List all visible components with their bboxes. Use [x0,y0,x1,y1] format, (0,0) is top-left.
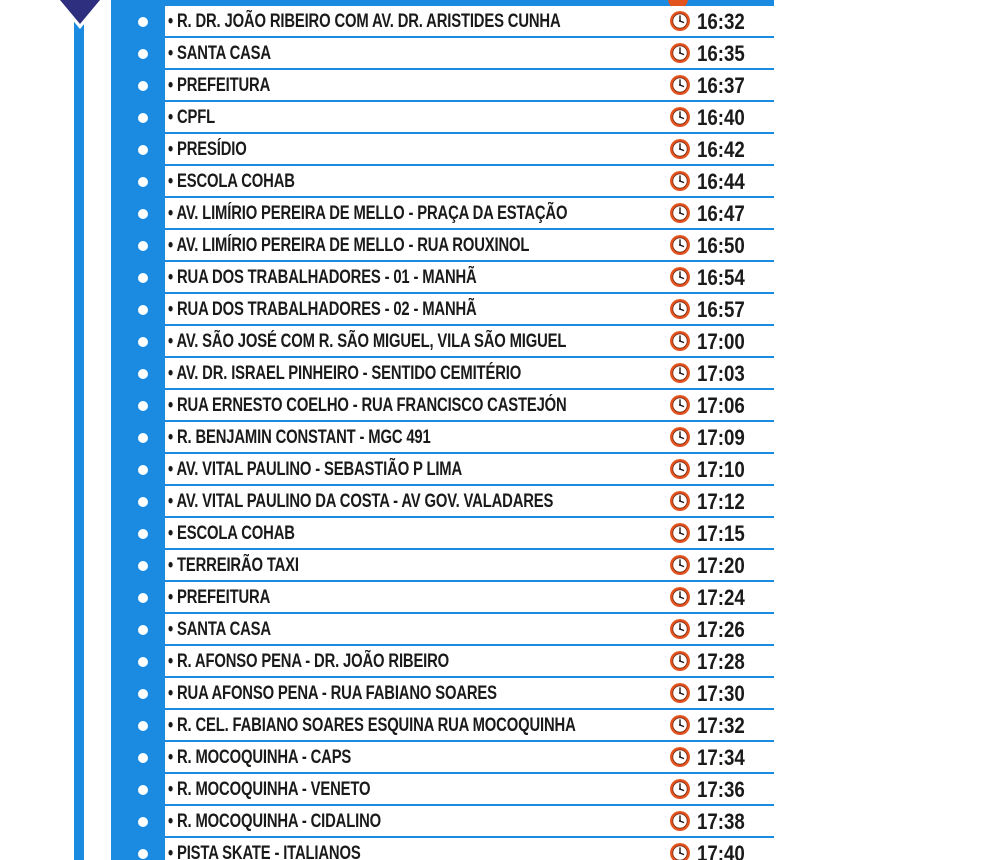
bullet-cell [111,614,165,646]
departure-time: 17:12 [697,489,745,514]
clock-icon [669,490,691,512]
stop-name: • RUA DOS TRABALHADORES - 02 - MANHÃ [168,299,477,320]
stop-name: • R. MOCOQUINHA - CAPS [168,747,352,768]
bullet-cell [111,486,165,518]
stop-name: • RUA ERNESTO COELHO - RUA FRANCISCO CASTEJÓN [168,395,567,416]
stop-name: • CPFL [168,107,216,128]
schedule-row [111,166,774,198]
bullet-dot [138,369,148,379]
schedule-row [111,646,774,678]
schedule-row [111,262,774,294]
schedule-row [111,678,774,710]
clock-icon [669,394,691,416]
stop-cell [165,774,774,804]
clock-icon [669,714,691,736]
stop-cell [165,518,774,548]
route-marker-triangle [60,0,100,24]
stop-name: • PRESÍDIO [168,139,247,160]
bullet-dot [138,721,148,731]
bullet-dot [138,209,148,219]
stop-name: • PREFEITURA [168,587,271,608]
clock-icon [669,362,691,384]
stop-name: • R. AFONSO PENA - DR. JOÃO RIBEIRO [168,651,450,672]
stop-cell [165,614,774,644]
stop-name: • SANTA CASA [168,43,271,64]
bullet-cell [111,38,165,70]
bullet-cell [111,6,165,38]
schedule-row [111,710,774,742]
clock-icon [669,170,691,192]
bullet-dot [138,849,148,859]
stop-cell [165,742,774,772]
clock-icon [669,74,691,96]
bullet-dot [138,817,148,827]
bullet-cell [111,326,165,358]
departure-time: 16:35 [697,41,745,66]
stop-name: • PREFEITURA [168,75,271,96]
schedule-row [111,294,774,326]
clock-icon [669,330,691,352]
bullet-cell [111,550,165,582]
bullet-dot [138,241,148,251]
departure-time: 17:09 [697,425,745,450]
schedule-row [111,6,774,38]
bullet-dot [138,401,148,411]
stop-cell [165,678,774,708]
bullet-cell [111,230,165,262]
bullet-cell [111,518,165,550]
departure-time: 17:40 [697,841,745,860]
bullet-cell [111,646,165,678]
departure-time: 16:42 [697,137,745,162]
bullet-cell [111,358,165,390]
bullet-cell [111,390,165,422]
clock-icon [669,554,691,576]
clock-icon [669,778,691,800]
bullet-dot [138,785,148,795]
bullet-dot [138,145,148,155]
stop-cell [165,646,774,676]
schedule-row [111,230,774,262]
bullet-dot [138,273,148,283]
bullet-dot [138,753,148,763]
stop-name: • AV. SÃO JOSÉ COM R. SÃO MIGUEL, VILA SÃO MIGUEL [168,331,567,352]
stop-cell [165,262,774,292]
stop-name: • R. MOCOQUINHA - CIDALINO [168,811,382,832]
departure-time: 16:44 [697,169,745,194]
bullet-dot [138,305,148,315]
bullet-cell [111,166,165,198]
departure-time: 16:54 [697,265,745,290]
schedule-row [111,326,774,358]
clock-icon [669,842,691,860]
schedule-row [111,614,774,646]
schedule-row [111,38,774,70]
stop-name: • ESCOLA COHAB [168,523,295,544]
schedule-row [111,774,774,806]
schedule-row [111,454,774,486]
bullet-cell [111,710,165,742]
clock-icon [669,810,691,832]
clock-icon [669,586,691,608]
clock-icon [669,426,691,448]
stop-cell [165,838,774,860]
stop-cell [165,70,774,100]
stop-cell [165,326,774,356]
schedule-rows [111,6,774,860]
departure-time: 16:37 [697,73,745,98]
departure-time: 17:00 [697,329,745,354]
schedule-row [111,422,774,454]
stop-cell [165,166,774,196]
bullet-cell [111,262,165,294]
bullet-cell [111,582,165,614]
schedule-row [111,198,774,230]
departure-time: 17:30 [697,681,745,706]
bullet-cell [111,742,165,774]
departure-time: 16:40 [697,105,745,130]
bullet-dot [138,433,148,443]
departure-time: 17:03 [697,361,745,386]
schedule-row [111,806,774,838]
clock-icon [669,522,691,544]
bullet-dot [138,529,148,539]
departure-time: 16:32 [697,9,745,34]
stop-cell [165,134,774,164]
stop-name: • PISTA SKATE - ITALIANOS [168,843,361,860]
stop-name: • ESCOLA COHAB [168,171,295,192]
stop-cell [165,454,774,484]
clock-icon [669,458,691,480]
bullet-cell [111,678,165,710]
bullet-cell [111,838,165,860]
clock-icon [669,202,691,224]
stop-name: • RUA DOS TRABALHADORES - 01 - MANHÃ [168,267,477,288]
stop-cell [165,550,774,580]
departure-time: 17:15 [697,521,745,546]
schedule-row [111,838,774,860]
clock-icon [669,746,691,768]
stop-name: • AV. VITAL PAULINO - SEBASTIÃO P LIMA [168,459,463,480]
stop-name: • R. CEL. FABIANO SOARES ESQUINA RUA MOCOQUINHA [168,715,576,736]
schedule-row [111,390,774,422]
clock-icon [669,42,691,64]
clock-icon [669,106,691,128]
schedule-row [111,102,774,134]
bullet-cell [111,70,165,102]
bullet-cell [111,454,165,486]
stop-cell [165,6,774,36]
schedule-row [111,550,774,582]
bullet-dot [138,17,148,27]
bullet-dot [138,49,148,59]
clock-icon [669,234,691,256]
schedule-row [111,70,774,102]
stop-cell [165,422,774,452]
clock-icon [669,650,691,672]
departure-time: 17:38 [697,809,745,834]
stop-name: • R. BENJAMIN CONSTANT - MGC 491 [168,427,431,448]
bullet-cell [111,422,165,454]
bullet-dot [138,465,148,475]
bullet-cell [111,134,165,166]
stop-cell [165,358,774,388]
departure-time: 17:32 [697,713,745,738]
departure-time: 16:47 [697,201,745,226]
bullet-cell [111,774,165,806]
stop-name: • AV. VITAL PAULINO DA COSTA - AV GOV. VALADARES [168,491,554,512]
clock-icon [669,266,691,288]
bullet-dot [138,497,148,507]
clock-icon [669,10,691,32]
clock-icon [669,682,691,704]
clock-icon [669,138,691,160]
stop-cell [165,294,774,324]
schedule-row [111,518,774,550]
stop-name: • AV. DR. ISRAEL PINHEIRO - SENTIDO CEMITÉRIO [168,363,522,384]
departure-time: 17:24 [697,585,745,610]
schedule-row [111,358,774,390]
stop-cell [165,230,774,260]
departure-time: 17:28 [697,649,745,674]
bullet-dot [138,337,148,347]
bullet-dot [138,81,148,91]
departure-time: 17:36 [697,777,745,802]
departure-time: 17:10 [697,457,745,482]
bullet-dot [138,177,148,187]
clock-icon [669,618,691,640]
stop-name: • AV. LIMÍRIO PEREIRA DE MELLO - PRAÇA DA ESTAÇÃO [168,203,568,224]
bullet-dot [138,593,148,603]
stop-cell [165,806,774,836]
stop-cell [165,582,774,612]
schedule-row [111,582,774,614]
bullet-cell [111,102,165,134]
bullet-cell [111,294,165,326]
departure-time: 17:34 [697,745,745,770]
schedule-row [111,486,774,518]
stop-cell [165,38,774,68]
bullet-cell [111,806,165,838]
stop-name: • SANTA CASA [168,619,271,640]
bullet-dot [138,561,148,571]
bullet-cell [111,198,165,230]
departure-time: 17:26 [697,617,745,642]
stop-cell [165,198,774,228]
bullet-dot [138,657,148,667]
clock-icon [669,298,691,320]
stop-name: • R. MOCOQUINHA - VENETO [168,779,371,800]
bullet-dot [138,625,148,635]
route-line [74,0,84,860]
departure-time: 16:50 [697,233,745,258]
stop-name: • TERREIRÃO TAXI [168,555,299,576]
bullet-dot [138,113,148,123]
stop-name: • R. DR. JOÃO RIBEIRO COM AV. DR. ARISTIDES CUNHA [168,11,561,32]
stop-cell [165,102,774,132]
departure-time: 16:57 [697,297,745,322]
stop-cell [165,710,774,740]
stop-name: • AV. LIMÍRIO PEREIRA DE MELLO - RUA ROUXINOL [168,235,530,256]
stop-cell [165,390,774,420]
stop-name: • RUA AFONSO PENA - RUA FABIANO SOARES [168,683,497,704]
departure-time: 17:06 [697,393,745,418]
bullet-dot [138,689,148,699]
departure-time: 17:20 [697,553,745,578]
schedule-row [111,134,774,166]
stop-cell [165,486,774,516]
schedule-row [111,742,774,774]
